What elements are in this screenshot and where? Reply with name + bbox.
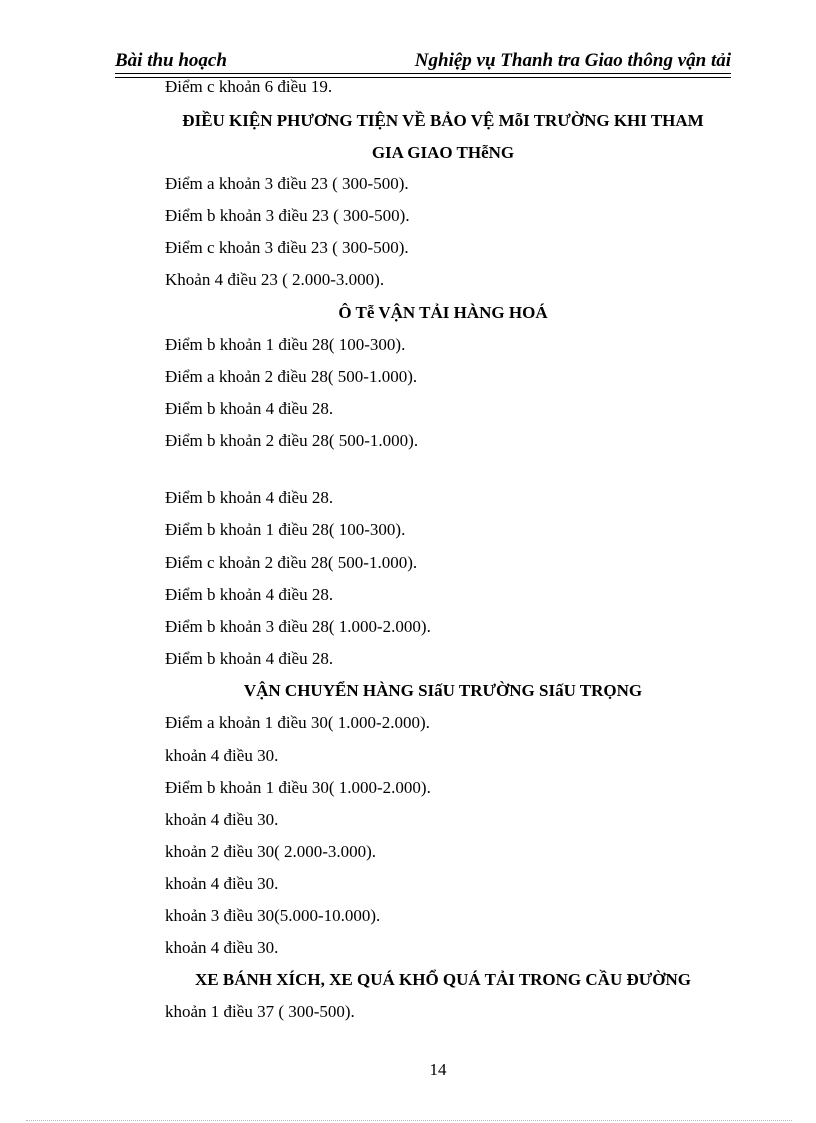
text-line: Điểm a khoản 3 điều 23 ( 300-500).: [165, 174, 409, 193]
text-line: Điểm c khoản 6 điều 19.: [165, 77, 333, 96]
page-bottom-edge: [26, 1120, 792, 1121]
text-line: khoản 4 điều 30.: [165, 746, 279, 765]
running-header: [115, 50, 731, 72]
header-left: Bài thu hoạch: [115, 50, 227, 71]
text-line: Điểm b khoản 4 điều 28.: [165, 399, 334, 418]
section-heading: GIA GIAO THễNG: [371, 143, 515, 162]
header-rule: [115, 73, 731, 74]
text-line: Điểm b khoản 1 điều 28( 100-300).: [165, 520, 406, 539]
text-line: khoản 4 điều 30.: [165, 874, 279, 893]
text-line: khoản 1 điều 37 ( 300-500).: [165, 1002, 355, 1021]
section-heading: ĐIỀU KIỆN PHƯƠNG TIỆN VỀ BẢO VỆ MỗI TRƯỜNG KHI THAM: [182, 111, 704, 130]
text-line: Điểm b khoản 4 điều 28.: [165, 585, 334, 604]
text-line: Điểm b khoản 3 điều 23 ( 300-500).: [165, 206, 410, 225]
text-line: Điểm a khoản 1 điều 30( 1.000-2.000).: [165, 713, 430, 732]
text-line: khoản 3 điều 30(5.000-10.000).: [165, 906, 381, 925]
text-line: Điểm b khoản 4 điều 28.: [165, 649, 334, 668]
text-line: khoản 2 điều 30( 2.000-3.000).: [165, 842, 377, 861]
text-line: Điểm c khoản 2 điều 28( 500-1.000).: [165, 553, 418, 572]
text-line: khoản 4 điều 30.: [165, 938, 279, 957]
section-heading: XE BÁNH XÍCH, XE QUÁ KHỔ QUÁ TẢI TRONG CẦU ĐƯỜNG: [194, 970, 692, 989]
section-heading: Ô Tễ VẬN TẢI HÀNG HOÁ: [338, 303, 548, 322]
text-line: Điểm b khoản 1 điều 30( 1.000-2.000).: [165, 778, 431, 797]
text-line: Điểm c khoản 3 điều 23 ( 300-500).: [165, 238, 409, 257]
header-right: Nghiệp vụ Thanh tra Giao thông vận tải: [414, 50, 731, 71]
text-line: Điểm b khoản 2 điều 28( 500-1.000).: [165, 431, 419, 450]
text-line: Khoản 4 điều 23 ( 2.000-3.000).: [165, 270, 385, 289]
page-number: 14: [429, 1060, 447, 1079]
text-line: Điểm b khoản 1 điều 28( 100-300).: [165, 335, 406, 354]
text-line: Điểm b khoản 3 điều 28( 1.000-2.000).: [165, 617, 431, 636]
text-line: khoản 4 điều 30.: [165, 810, 279, 829]
text-line: Điểm a khoản 2 điều 28( 500-1.000).: [165, 367, 418, 386]
section-heading: VẬN CHUYỂN HÀNG SIấU TRƯỜNG SIấU TRỌNG: [243, 681, 643, 700]
text-line: Điểm b khoản 4 điều 28.: [165, 488, 334, 507]
